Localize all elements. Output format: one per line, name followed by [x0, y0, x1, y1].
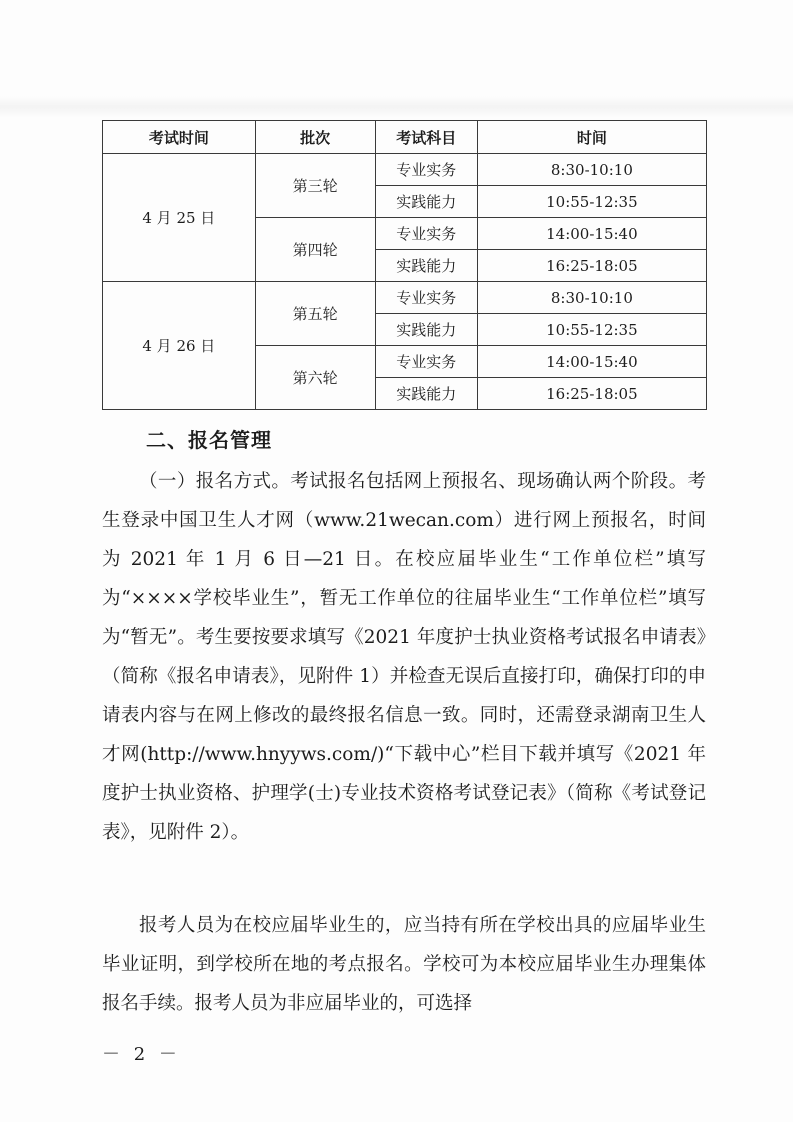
table-row	[103, 282, 707, 314]
round-cell: 第四轮	[255, 218, 375, 282]
subject-cell: 实践能力	[375, 378, 477, 410]
header-round: 批次	[255, 121, 375, 154]
header-subject: 考试科目	[375, 121, 477, 154]
subject-cell: 专业实务	[375, 154, 477, 186]
table-header-row	[103, 121, 707, 154]
paragraph-registration-method	[102, 462, 706, 852]
subject-cell: 专业实务	[375, 346, 477, 378]
subject-cell: 专业实务	[375, 218, 477, 250]
subject-cell: 专业实务	[375, 282, 477, 314]
table-row	[103, 154, 707, 186]
round-cell: 第六轮	[255, 346, 375, 410]
paragraph-text: （一）报名方式。考试报名包括网上预报名、现场确认两个阶段。考生登录中国卫生人才网（www.21wecan.com）进行网上预报名，时间为 2021 年 1 月 6 日—21 日。在校应届毕业生“工作单位栏”填写为“××××学校毕业生”，暂无工作单位的往届毕业生“工作单位栏”填写为“暂无”。考生要按要求填写《2021 年度护士执业资格考试报名申请表》（简称《报名申请表》，见附件 1）并检查无误后直接打印，确保打印的申请表内容与在网上修改的最终报名信息一致。同时，还需登录湖南卫生人才网(http://www.hnyyws.com/)“下载中心”栏目下载并填写《2021 年度护士执业资格、护理学(士)专业技术资格考试登记表》（简称《考试登记表》，见附件 2）。	[102, 471, 706, 843]
exam-schedule-table	[102, 120, 707, 410]
subject-cell: 实践能力	[375, 314, 477, 346]
time-cell: 14:00-15:40	[477, 346, 706, 378]
time-cell: 8:30-10:10	[477, 282, 706, 314]
time-cell: 14:00-15:40	[477, 218, 706, 250]
subject-cell: 实践能力	[375, 186, 477, 218]
time-cell: 16:25-18:05	[477, 378, 706, 410]
exam-date-cell: 4 月 26 日	[103, 282, 256, 410]
round-cell: 第三轮	[255, 154, 375, 218]
page-number: － 2 －	[102, 1044, 181, 1065]
header-time: 时间	[477, 121, 706, 154]
time-cell: 10:55-12:35	[477, 186, 706, 218]
paragraph-text: 报考人员为在校应届毕业生的，应当持有所在学校出具的应届毕业生毕业证明，到学校所在地的考点报名。学校可为本校应届毕业生办理集体报名手续。报考人员为非应届毕业的，可选择	[102, 915, 706, 1014]
time-cell: 10:55-12:35	[477, 314, 706, 346]
section-heading: 二、报名管理	[146, 428, 272, 452]
header-exam-date: 考试时间	[103, 121, 256, 154]
time-cell: 8:30-10:10	[477, 154, 706, 186]
subject-cell: 实践能力	[375, 250, 477, 282]
time-cell: 16:25-18:05	[477, 250, 706, 282]
round-cell: 第五轮	[255, 282, 375, 346]
exam-date-cell: 4 月 25 日	[103, 154, 256, 282]
scan-artifact	[0, 96, 793, 118]
paragraph-graduates	[102, 906, 706, 1023]
